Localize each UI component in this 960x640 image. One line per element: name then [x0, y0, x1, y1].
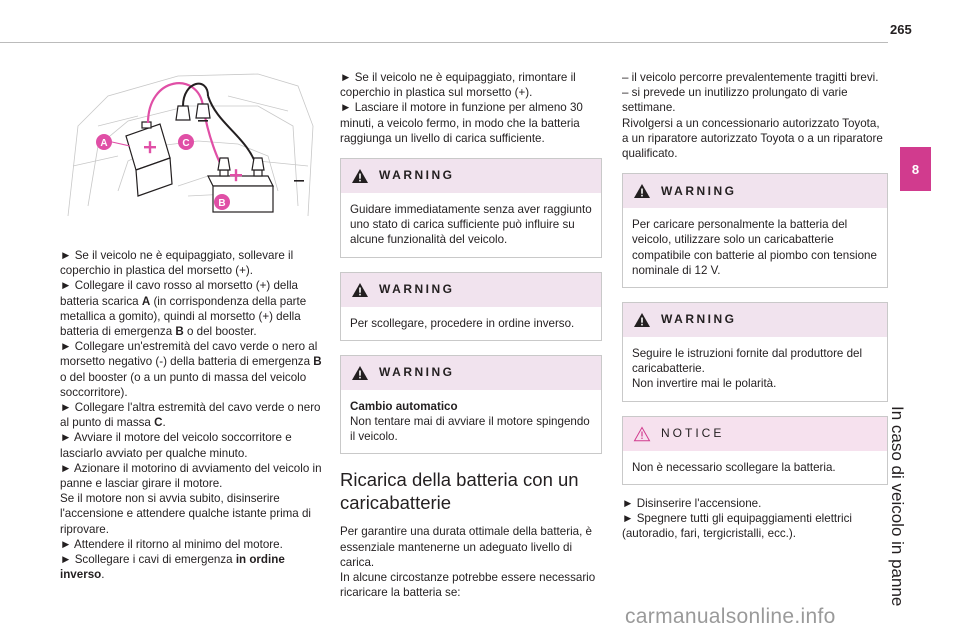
instruction-disconnect: ► Scollegare i cavi di emergenza in ordine inverso.: [60, 553, 285, 582]
notice-icon: [633, 426, 651, 442]
instruction-red-cable: ► Collegare il cavo rosso al morsetto (+) della batteria scarica A (in corrispondenza della parte metallica a gomito), quindi al morsetto (+) della batteria di emergenza B o del booster.: [60, 279, 307, 339]
warning-text: Seguire le istruzioni fornite dal produttore del caricabatterie.: [632, 347, 863, 376]
warning-subtitle: Cambio automatico: [350, 399, 458, 413]
callout-b: [214, 194, 230, 210]
svg-text:A: A: [100, 138, 108, 149]
warning-text: Non invertire mai le polarità.: [632, 377, 777, 391]
warning-header: WARNING: [341, 159, 601, 193]
column-2: [340, 70, 602, 600]
instruction-run-engine: ► Lasciare il motore in funzione per almeno 30 minuti, a veicolo fermo, in modo che la batteria raggiunga un livello di carica sufficiente.: [340, 101, 583, 145]
warning-text: Non tentare mai di avviare il motore spingendo il veicolo.: [350, 415, 590, 444]
page-number: 265: [890, 22, 912, 37]
watermark: carmanualsonline.info: [625, 605, 836, 628]
callout-a: [96, 134, 130, 150]
warning-header: WARNING: [623, 174, 887, 208]
callout-c: [178, 134, 194, 150]
warning-header: WARNING: [341, 356, 601, 390]
warning-icon: [351, 168, 369, 184]
section-title: Ricarica della batteria con un caricabatterie: [340, 469, 579, 514]
svg-text:C: C: [182, 138, 190, 149]
warning-icon: [633, 312, 651, 328]
instruction-lift-cover: ► Se il veicolo ne è equipaggiato, sollevare il coperchio in plastica del morsetto (+).: [60, 249, 294, 278]
warning-text: Per caricare personalmente la batteria del veicolo, utilizzare solo un caricabatterie compatibile con batterie al piombo con tensione nominale di 12 V.: [632, 218, 877, 277]
instruction-ground-point: ► Collegare l'altra estremità del cavo verde o nero al punto di massa C.: [60, 401, 321, 430]
battery-a: [126, 122, 172, 196]
instruction-refit-cover: ► Se il veicolo ne è equipaggiato, rimontare il coperchio in plastica sul morsetto (+).: [340, 71, 576, 100]
warning-text: Per scollegare, procedere in ordine inverso.: [350, 316, 575, 330]
instruction-retry: Se il motore non si avvia subito, disinserire l'accensione e attendere qualche istante prima di riprovare.: [60, 492, 311, 536]
warning-icon: [351, 365, 369, 381]
column-3: [622, 70, 888, 541]
warning-icon: [633, 183, 651, 199]
instruction-crank: ► Azionare il motorino di avviamento del veicolo in panne e lasciar girare il motore.: [60, 461, 322, 491]
body-text: In alcune circostanze potrebbe essere necessario ricaricare la batteria se:: [340, 571, 596, 600]
list-item: – il veicolo percorre prevalentemente tragitti brevi.: [622, 71, 879, 84]
chapter-title: [888, 216, 935, 607]
notice-text: Non è necessario scollegare la batteria.: [632, 460, 836, 474]
list-item: – si prevede un inutilizzo prolungato di varie settimane.: [622, 86, 848, 115]
notice-header: NOTICE: [623, 417, 887, 451]
warning-header: WARNING: [341, 273, 601, 307]
instruction-ignition-off: ► Disinserire l'accensione.: [622, 496, 762, 510]
warning-icon: [351, 282, 369, 298]
chapter-title-text: In caso di veicolo in panne: [888, 406, 907, 607]
warning-box-automatic: [340, 355, 602, 455]
instruction-start-rescue: ► Avviare il motore del veicolo soccorritore e lasciarlo avviato per qualche minuto.: [60, 431, 292, 460]
warning-box-charger: [622, 173, 888, 288]
instruction-negative-cable: ► Collegare un'estremità del cavo verde o nero al morsetto negativo (-) della batteria di emergenza B o del booster (o a un punto di massa del veicolo soccorritore).: [60, 340, 322, 399]
warning-box-disconnect: [340, 272, 602, 341]
warning-header: WARNING: [623, 303, 887, 337]
svg-text:B: B: [218, 198, 226, 209]
body-text: Per garantire una durata ottimale della batteria, è essenziale mantenerne un adeguato livello di carica.: [340, 525, 592, 569]
jump-start-diagram: [58, 66, 320, 226]
notice-box: [622, 416, 888, 485]
warning-box-instructions: [622, 302, 888, 402]
body-text: Rivolgersi a un concessionario autorizzato Toyota, a un riparatore autorizzato Toyota o a un riparatore qualificato.: [622, 116, 883, 161]
header-divider: [0, 42, 888, 43]
warning-box-charge-level: [340, 158, 602, 258]
instruction-idle: ► Attendere il ritorno al minimo del motore.: [60, 537, 283, 551]
column-1: [60, 248, 322, 582]
chapter-tab[interactable]: 8: [900, 147, 931, 191]
warning-text: Guidare immediatamente senza aver raggiunto uno stato di carica sufficiente può influire su alcune funzionalità del veicolo.: [350, 203, 592, 247]
instruction-switch-off-equipment: ► Spegnere tutti gli equipaggiamenti elettrici (autoradio, fari, tergicristalli, ecc.).: [622, 512, 852, 541]
